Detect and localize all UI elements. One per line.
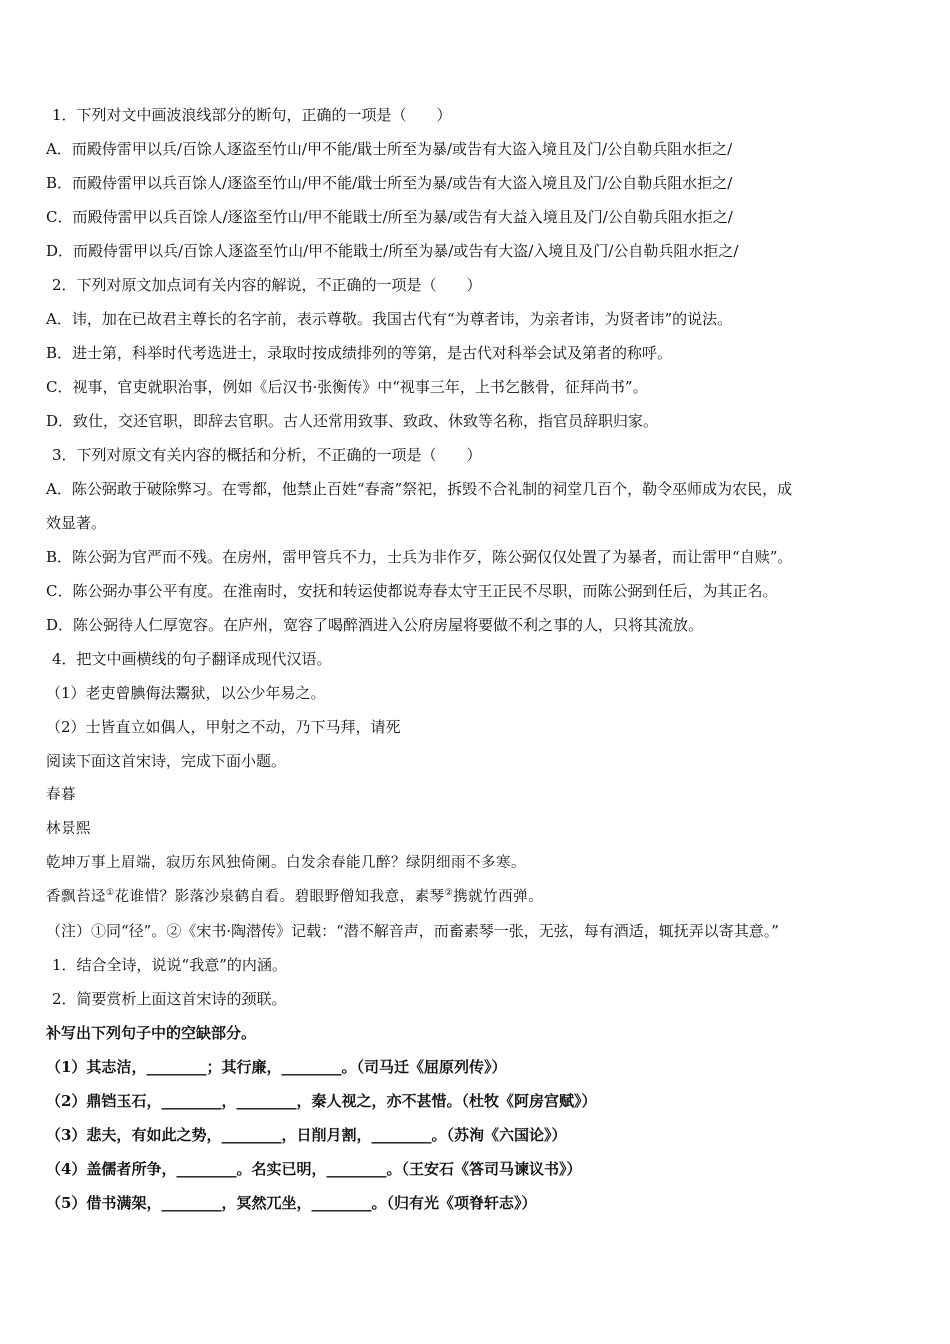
document-page	[46, 98, 908, 1220]
poem-title: 春暮	[46, 787, 76, 803]
poem-line-2	[46, 880, 908, 914]
fill-blank-item-3: （3）悲夫，有如此之势，________，日削月割，________。（苏洵《六国论》）	[46, 1126, 567, 1144]
poem-intro: 阅读下面这首宋诗，完成下面小题。	[46, 752, 287, 770]
q2-stem: 2．下列对原文加点词有关内容的解说，不正确的一项是（ ）	[52, 276, 482, 294]
q3-option-a-line2: 效显著。	[46, 514, 107, 532]
poem-author: 林景熙	[46, 821, 91, 837]
q1-option-a: A．而殿侍雷甲以兵/百馀人逐盗至竹山/甲不能/戢士所至为暴/或告有大盗入境且及门/公自勒兵阻水拒之/	[46, 140, 733, 158]
footnote-mark-2: ②	[444, 888, 454, 899]
q4-sentence-1: （1）老吏曾腆侮法鬻狱，以公少年易之。	[46, 684, 326, 702]
q2-option-d: D．致仕，交还官职，即辞去官职。古人还常用致事、致政、休致等名称，指官员辞职归家。	[46, 412, 659, 430]
poem-line-1: 乾坤万事上眉端，寂历东风独倚阑。白发余春能几醉？绿阴细雨不多寒。	[46, 855, 526, 871]
poem-line-2-part-a: 香飘苔迳	[46, 889, 106, 905]
poem-note: （注）①同“径”。②《宋书·陶潜传》记载：“潜不解音声，而畜素琴一张，无弦，每有酒适，辄抚弄以寄其意。”	[46, 922, 779, 940]
fill-blank-stem: 补写出下列句子中的空缺部分。	[46, 1024, 257, 1042]
q4-stem: 4．把文中画横线的句子翻译成现代汉语。	[52, 650, 332, 668]
poem-line-2-part-c: 携就竹西弹。	[453, 889, 544, 905]
footnote-mark-1: ①	[106, 888, 115, 899]
q3-option-a-line1: A．陈公弼敢于破除弊习。在雩都，他禁止百姓“春斋”祭祀，拆毁不合礼制的祠堂几百个，勒令巫师成为农民，成	[46, 480, 793, 498]
q3-stem: 3．下列对原文有关内容的概括和分析，不正确的一项是（ ）	[52, 446, 482, 464]
fill-blank-item-5: （5）借书满架，________，冥然兀坐，________。（归有光《项脊轩志》）	[46, 1194, 537, 1212]
q3-option-d: D．陈公弼待人仁厚宽容。在庐州，宽容了喝醉酒进入公府房屋将要做不利之事的人，只将其流放。	[46, 616, 704, 634]
q1-option-b: B．而殿侍雷甲以兵百馀人/逐盗至竹山/甲不能/戢士所至为暴/或告有大盗入境且及门/公自勒兵阻水拒之/	[46, 174, 733, 192]
q1-option-d: D．而殿侍雷甲以兵/百馀人逐盗至竹山/甲不能戢士/所至为暴/或告有大盗/入境且及门/公自勒兵阻水拒之/	[46, 242, 739, 260]
q1-stem: 1．下列对文中画波浪线部分的断句，正确的一项是（ ）	[52, 106, 452, 124]
q1-option-c: C．而殿侍雷甲以兵百馀人/逐盗至竹山/甲不能戢士/所至为暴/或告有大益入境且及门/公自勒兵阻水拒之/	[46, 208, 733, 226]
poem-question-1: 1．结合全诗，说说“我意”的内涵。	[52, 956, 287, 974]
q2-option-a: A．讳，加在已故君主尊长的名字前，表示尊敬。我国古代有“为尊者讳，为亲者讳，为贤者讳”的说法。	[46, 310, 733, 328]
fill-blank-item-4: （4）盖儒者所争，________。名实已明，________。（王安石《答司马谏议书》）	[46, 1160, 582, 1178]
poem-line-2-part-b: 花谁惜？影落沙泉鹤自看。碧眼野僧知我意，素琴	[114, 889, 445, 905]
q4-sentence-2: （2）士皆直立如偶人，甲射之不动，乃下马拜，请死	[46, 718, 401, 736]
fill-blank-item-1: （1）其志洁，________；其行廉，________。（司马迁《屈原列传》）	[46, 1058, 507, 1076]
q2-option-c: C．视事，官吏就职治事，例如《后汉书·张衡传》中“视事三年，上书乞骸骨，征拜尚书”。	[46, 378, 648, 396]
poem-question-2: 2．简要赏析上面这首宋诗的颈联。	[52, 990, 287, 1008]
q2-option-b: B．进士第，科举时代考选进士，录取时按成绩排列的等第，是古代对科举会试及第者的称呼。	[46, 344, 673, 362]
q3-option-b: B．陈公弼为官严而不残。在房州，雷甲管兵不力，士兵为非作歹，陈公弼仅仅处置了为暴者，而让雷甲“自赎”。	[46, 548, 793, 566]
q3-option-c: C．陈公弼办事公平有度。在淮南时，安抚和转运使都说寿春太守王正民不尽职，而陈公弼到任后，为其正名。	[46, 582, 778, 600]
fill-blank-item-2: （2）鼎铛玉石，________，________，秦人视之，亦不甚惜。（杜牧《阿房宫赋》）	[46, 1092, 597, 1110]
